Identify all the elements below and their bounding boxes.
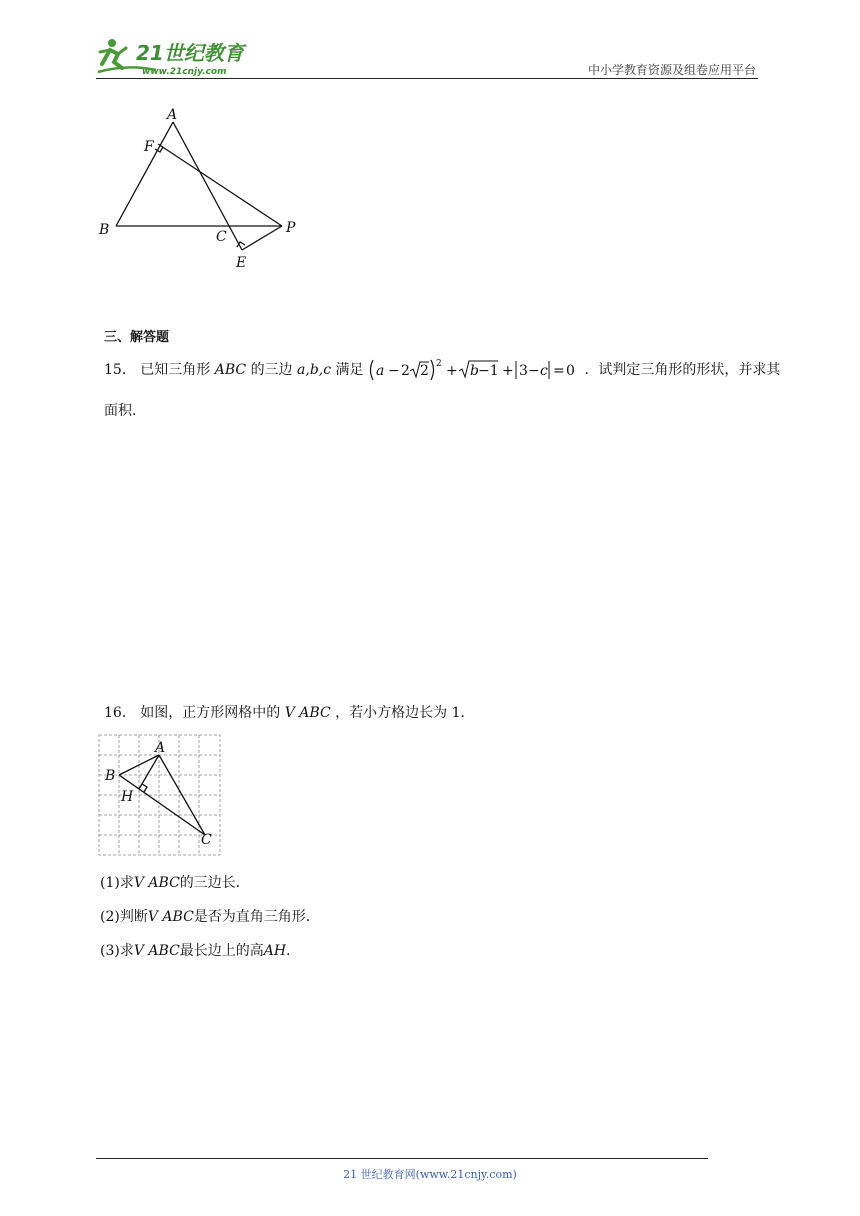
question-16-stem (104, 702, 474, 722)
grid-label-c: C (201, 832, 212, 848)
part-2-triangle: V ABC (147, 909, 194, 925)
part-2-suffix: 是否为直角三角形． (193, 909, 320, 925)
part-3-segment-ah: AH (263, 943, 287, 959)
svg-text:−1: −1 (477, 363, 499, 379)
grid-label-b: B (105, 768, 116, 784)
question-16-part-2 (100, 906, 320, 926)
grid-triangle-figure (98, 734, 222, 856)
question-15-text-1: 已知三角形 (140, 362, 211, 378)
svg-text:−: − (387, 363, 400, 379)
part-3-suffix: ． (286, 943, 301, 959)
footer-divider (96, 1158, 708, 1159)
label-f: F (144, 139, 154, 155)
question-15-triangle-name: ABC (214, 362, 247, 378)
svg-text:+: + (445, 363, 458, 379)
segment-fp (158, 144, 282, 226)
svg-text:2: 2 (435, 359, 442, 369)
segment-ae (173, 122, 242, 250)
section-title: 三、解答题 (104, 330, 170, 345)
svg-text:2: 2 (400, 363, 410, 379)
question-16-number: 16． (104, 705, 136, 721)
question-15-line-1 (104, 356, 780, 384)
question-16-part-3 (100, 940, 300, 960)
svg-text:0: 0 (565, 363, 575, 379)
label-a: A (167, 107, 178, 123)
svg-text:www.21cnjy.com: www.21cnjy.com (142, 67, 227, 77)
svg-text:3: 3 (518, 363, 528, 379)
label-e: E (236, 255, 247, 271)
question-16-triangle-name: V ABC (284, 705, 331, 721)
header-divider (96, 78, 758, 79)
svg-text:c: c (539, 363, 548, 379)
question-16-part-1 (100, 872, 250, 892)
label-c: C (216, 229, 227, 245)
question-15-sides: a,b,c (297, 362, 332, 378)
question-15-number: 15． (104, 362, 136, 378)
part-1-triangle: V ABC (133, 875, 180, 891)
part-1-suffix: 的三边长． (179, 875, 250, 891)
triangle-figure-1 (96, 104, 306, 274)
segment-ab (116, 122, 173, 226)
svg-text:=: = (552, 363, 565, 379)
label-b: B (99, 222, 110, 238)
question-15-text-2: 的三边 (250, 362, 293, 378)
part-1-prefix: (1)求 (100, 875, 134, 891)
part-2-prefix: (2)判断 (100, 909, 148, 925)
site-logo (96, 34, 266, 80)
segment-bc (119, 775, 205, 835)
svg-text:a: a (375, 363, 385, 379)
svg-text:+: + (501, 363, 514, 379)
part-3-prefix: (3)求 (100, 943, 134, 959)
grid-label-a: A (155, 740, 166, 756)
label-p: P (286, 220, 296, 236)
question-15-text-3: 满足 (335, 362, 364, 378)
grid-label-h: H (121, 789, 134, 805)
svg-text:21世纪教育: 21世纪教育 (136, 41, 244, 65)
question-16-text-2: ，若小方格边长为 1． (335, 705, 475, 721)
header-platform-text: 中小学教育资源及组卷应用平台 (587, 63, 756, 77)
question-15-text-4: ．试判定三角形的形状，并求其 (584, 362, 781, 378)
question-16-text-1: 如图，正方形网格中的 (140, 705, 281, 721)
question-15-line-2: 面积． (104, 403, 146, 419)
svg-text:2: 2 (419, 363, 429, 379)
part-3-middle: 最长边上的高 (179, 943, 264, 959)
question-15-formula (368, 356, 580, 384)
svg-text:−: − (527, 363, 540, 379)
part-3-triangle: V ABC (133, 943, 180, 959)
footer-link[interactable]: 21 世纪教育网(www.21cnjy.com) (343, 1168, 517, 1181)
svg-text:b: b (469, 363, 479, 379)
segment-ep (242, 226, 282, 250)
